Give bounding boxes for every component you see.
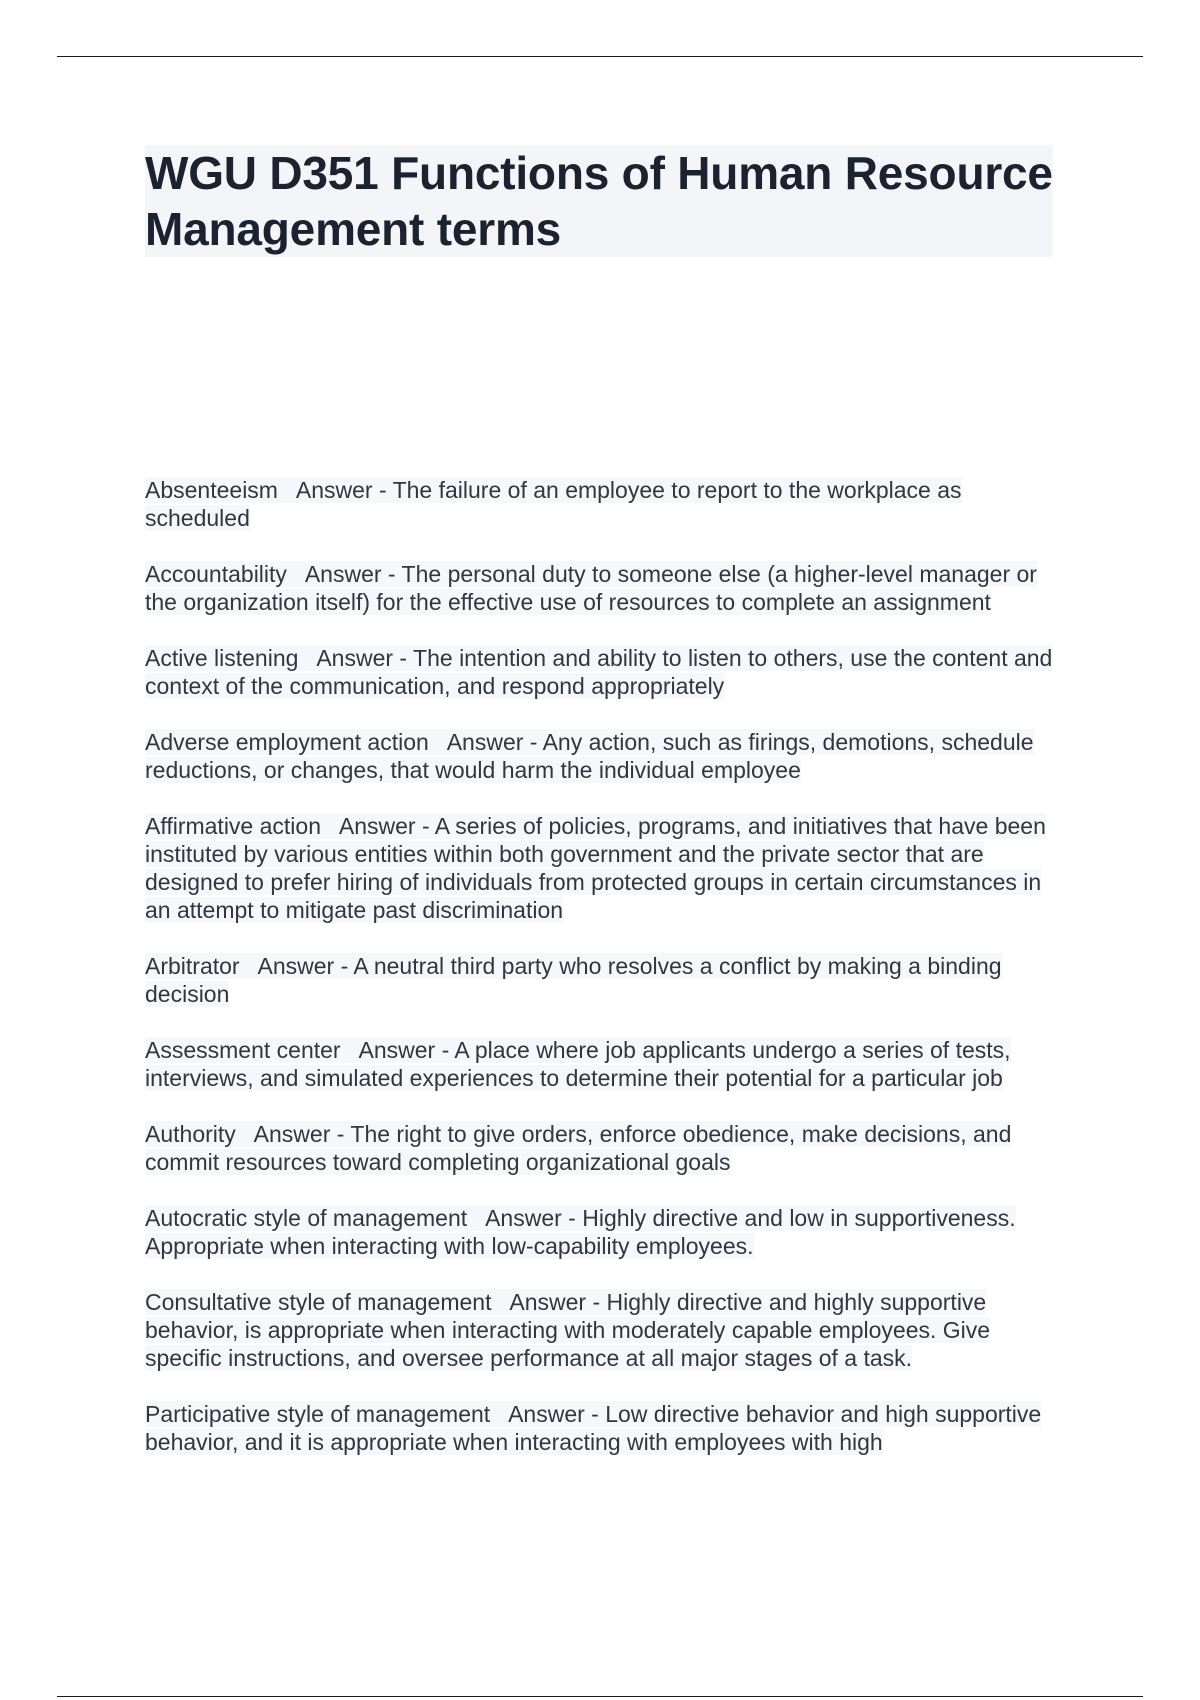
term-entry: [145, 1036, 1060, 1092]
term-definition: The intention and ability to listen to others, use the content and context of the communication, and respond appropriately: [145, 645, 1053, 699]
term-entry: [145, 1120, 1060, 1176]
term-definition: Low directive behavior and high supportive behavior, and it is appropriate when interacting with employees with high: [145, 1401, 1042, 1455]
term-name: Affirmative action: [145, 813, 321, 839]
term-definition: Highly directive and highly supportive behavior, is appropriate when interacting with moderately capable employees. Give specific instructions, and oversee performance at all major stages of a task.: [145, 1289, 991, 1371]
bottom-rule: [57, 1696, 1143, 1697]
term-name: Adverse employment action: [145, 729, 429, 755]
document-title: WGU D351 Functions of Human Resource Management terms: [145, 147, 1053, 255]
term-entry: [145, 644, 1060, 700]
term-entry: [145, 952, 1060, 1008]
term-entry: [145, 1400, 1060, 1456]
term-name: Arbitrator: [145, 953, 240, 979]
term-name: Authority: [145, 1121, 236, 1147]
term-name: Active listening: [145, 645, 299, 671]
answer-separator: Answer -: [491, 1289, 607, 1315]
term-name: Autocratic style of management: [145, 1205, 468, 1231]
term-name: Participative style of management: [145, 1401, 491, 1427]
answer-separator: Answer -: [340, 1037, 455, 1063]
title-block: [145, 145, 1053, 257]
answer-separator: Answer -: [235, 1121, 351, 1147]
term-entry: [145, 1288, 1060, 1372]
term-name: Absenteeism: [145, 477, 278, 503]
term-list: [145, 476, 1060, 1484]
top-rule: [57, 56, 1143, 57]
term-name: Accountability: [145, 561, 287, 587]
answer-separator: Answer -: [298, 645, 414, 671]
term-definition: A neutral third party who resolves a conflict by making a binding decision: [145, 953, 1002, 1007]
term-name: Consultative style of management: [145, 1289, 492, 1315]
term-entry: [145, 560, 1060, 616]
answer-separator: Answer -: [428, 729, 543, 755]
term-entry: [145, 812, 1060, 924]
term-definition: The personal duty to someone else (a higher-level manager or the organization itself) for the effective use of resources to complete an assignment: [145, 561, 1037, 615]
term-definition: Any action, such as firings, demotions, schedule reductions, or changes, that would harm the individual employee: [145, 729, 1034, 783]
term-definition: Highly directive and low in supportiveness. Appropriate when interacting with low-capability employees.: [145, 1205, 1016, 1259]
term-entry: [145, 1204, 1060, 1260]
answer-separator: Answer -: [286, 561, 402, 587]
answer-separator: Answer -: [277, 477, 393, 503]
term-entry: [145, 476, 1060, 532]
term-definition: The right to give orders, enforce obedience, make decisions, and commit resources toward completing organizational goals: [145, 1121, 1012, 1175]
answer-separator: Answer -: [239, 953, 354, 979]
answer-separator: Answer -: [467, 1205, 583, 1231]
answer-separator: Answer -: [490, 1401, 606, 1427]
term-definition: A place where job applicants undergo a series of tests, interviews, and simulated experiences to determine their potential for a particular job: [145, 1037, 1011, 1091]
term-definition: The failure of an employee to report to the workplace as scheduled: [145, 477, 962, 531]
term-name: Assessment center: [145, 1037, 341, 1063]
term-entry: [145, 728, 1060, 784]
answer-separator: Answer -: [320, 813, 435, 839]
term-definition: A series of policies, programs, and initiatives that have been instituted by various entities within both government and the private sector that are designed to prefer hiring of individuals from protected groups in certain circumstances in an attempt to mitigate past discrimination: [145, 813, 1046, 923]
